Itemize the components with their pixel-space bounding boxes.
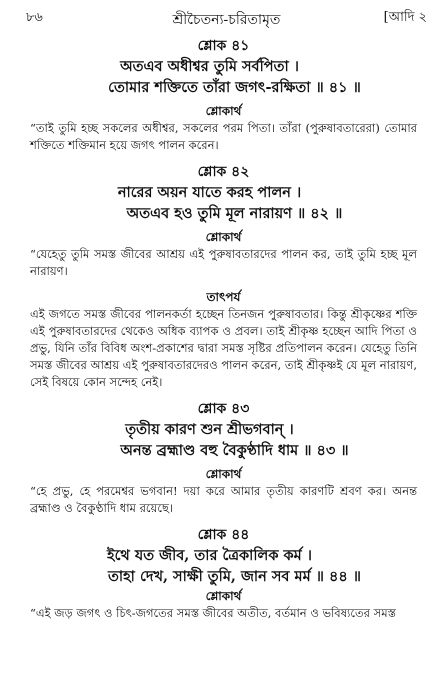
translation-heading-43: শ্লোকার্থ xyxy=(205,467,242,481)
translation-heading-42: শ্লোকার্থ xyxy=(205,230,242,244)
verse-43-line-1: তৃতীয় কারণ শুন শ্রীভগবান্ । xyxy=(125,421,294,438)
verse-44-line-2: তাহা দেখ, সাক্ষী তুমি, জান সব মর্ম ॥ ৪৪ ॥ xyxy=(107,568,362,585)
translation-42: “যেহেতু তুমি সমস্ত জীবের আশ্রয় এই পুরুষাবতারদের পালন কর, তাই তুমি হচ্ছ মূল নারায়ণ। xyxy=(30,247,417,278)
verse-42-line-1: নারের অয়ন যাতে করহ পালন । xyxy=(117,184,302,201)
verse-number-43: শ্লোক ৪৩ xyxy=(197,401,250,417)
verse-number-42: শ্লোক ৪২ xyxy=(197,164,250,180)
verse-number-41: শ্লোক ৪১ xyxy=(197,38,250,54)
verse-42-line-2: অতএব হও তুমি মূল নারায়ণ ॥ ৪২ ॥ xyxy=(126,205,343,222)
page-body xyxy=(30,36,417,622)
verse-44-line-1: ইথে যত জীব, তার ত্রৈকালিক কর্ম । xyxy=(107,547,312,564)
translation-43: “হে প্রভু, হে পরমেশ্বর ভগবান! দয়া করে আমার তৃতীয় কারণটি শ্রবণ কর। অনন্ত ব্রহ্মাণ্ড ও বৈকুণ্ঠাদি ধাম রয়েছে। xyxy=(30,484,417,515)
purport-heading-42: তাৎপর্য xyxy=(206,290,241,304)
translation-41: “তাই তুমি হচ্ছ সকলের অধীশ্বর, সকলের পরম পিতা। তাঁরা (পুরুষাবতারেরা) তোমার শক্তিতে শক্তিমান হয়ে জগৎ পালন করেন। xyxy=(30,121,417,152)
book-title: শ্রীচৈতন্য-চরিতামৃত xyxy=(172,12,281,28)
translation-heading-41: শ্লোকার্থ xyxy=(205,104,242,118)
translation-44: “এই জড় জগৎ ও চিৎ-জগতের সমস্ত জীবের অতীত, বর্তমান ও ভবিষ্যতের সমস্ত xyxy=(30,606,396,620)
verse-number-44: শ্লোক ৪৪ xyxy=(197,527,250,543)
translation-heading-44: শ্লোকার্থ xyxy=(205,589,242,603)
page-number: ৮৬ xyxy=(26,10,43,25)
verse-41-line-1: অতএব অধীশ্বর তুমি সর্বপিতা । xyxy=(120,58,299,75)
purport-42: এই জগতে সমস্ত জীবের পালনকর্তা হচ্ছেন তিনজন পুরুষাবতার। কিন্তু শ্রীকৃষ্ণের শক্তি এই পুরুষাবতারদের থেকেও অধিক ব্যাপক ও প্রবল। তাই শ্রীকৃষ্ণ হচ্ছেন আদি পিতা ও প্রভু, যিনি তাঁর বিবিধ অংশ-প্রকাশের দ্বারা সমস্ত সৃষ্টির প্রতিপালন করেন। যেহেতু তিনি সমস্ত জীবের আশ্রয় এই পুরুষাবতারদেরও পালন করেন, তাই শ্রীকৃষ্ণই যে মূল নারায়ণ, সেই বিষয়ে কোন সন্দেহ নেই। xyxy=(30,307,417,389)
verse-41-line-2: তোমার শক্তিতে তাঁরা জগৎ-রক্ষিতা ॥ ৪১ ॥ xyxy=(108,79,361,96)
running-header xyxy=(26,8,427,30)
chapter-marker: [আদি ২ xyxy=(383,10,427,25)
verse-43-line-2: অনন্ত ব্রহ্মাণ্ড বহু বৈকুণ্ঠাদি ধাম ॥ ৪৩ ॥ xyxy=(120,442,349,459)
